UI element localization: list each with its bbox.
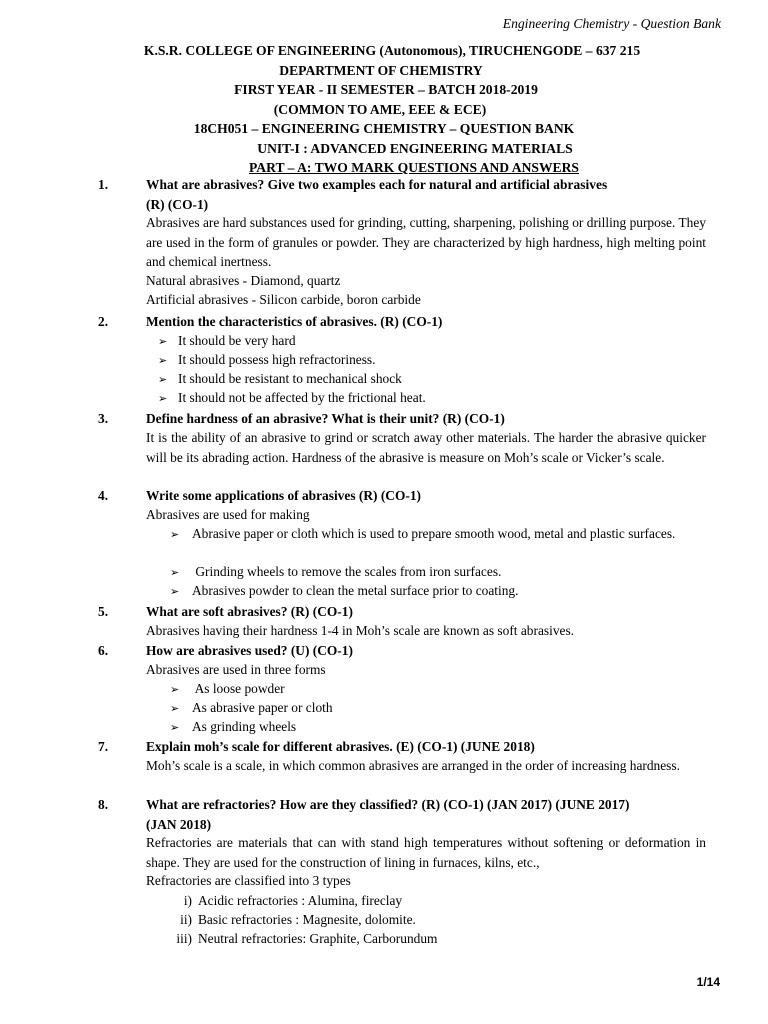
- title-block: [0, 41, 768, 178]
- arrow-bullet-icon: ➢: [170, 702, 180, 715]
- question-text: What are refractories? How are they classified? (R) (CO-1) (JAN 2017) (JUNE 2017) (JAN 2018): [146, 797, 630, 832]
- arrow-bullet-icon: ➢: [170, 721, 180, 734]
- semester-batch: FIRST YEAR - II SEMESTER – BATCH 2018-2019: [234, 82, 538, 97]
- answer-text: Abrasives having their hardness 1-4 in Moh’s scale are known as soft abrasives.: [146, 623, 575, 638]
- answer-intro: Abrasives are used for making: [146, 507, 310, 522]
- arrow-bullet-icon: ➢: [158, 354, 168, 367]
- unit-title: UNIT-I : ADVANCED ENGINEERING MATERIALS: [257, 140, 573, 156]
- list-item: ➢ It should be very hard: [158, 331, 296, 352]
- question-text: What are soft abrasives? (R) (CO-1): [146, 604, 353, 619]
- common-to: (COMMON TO AME, EEE & ECE): [273, 101, 487, 117]
- list-item: ii) Basic refractories : Magnesite, dolomite.: [180, 912, 416, 927]
- college-name: K.S.R. COLLEGE OF ENGINEERING (Autonomous), TIRUCHENGODE – 637 215: [143, 43, 641, 58]
- arrow-bullet-icon: ➢: [170, 566, 180, 579]
- question-number: 6.: [98, 643, 109, 658]
- arrow-bullet-icon: ➢: [158, 392, 168, 405]
- arrow-bullet-icon: ➢: [158, 373, 168, 386]
- answer-text: Moh’s scale is a scale, in which common abrasives are arranged in the order of increasing hardness.: [146, 758, 680, 773]
- question-number: 4.: [98, 488, 109, 503]
- list-item: ➢ Grinding wheels to remove the scales from iron surfaces.: [170, 562, 501, 583]
- list-item: ➢ As loose powder: [170, 679, 285, 700]
- running-header: Engineering Chemistry - Question Bank: [502, 16, 721, 31]
- question-text: Write some applications of abrasives (R) (CO-1): [146, 488, 421, 503]
- question-number: 1.: [98, 177, 109, 192]
- arrow-bullet-icon: ➢: [170, 528, 180, 541]
- question-number: 3.: [98, 411, 109, 426]
- course-title: 18CH051 – ENGINEERING CHEMISTRY – QUESTION BANK: [193, 121, 575, 136]
- arrow-bullet-icon: ➢: [170, 585, 180, 598]
- list-item: ➢ Abrasive paper or cloth which is used to prepare smooth wood, metal and plastic surfaces.: [170, 524, 706, 545]
- question-text: Explain moh’s scale for different abrasives. (E) (CO-1) (JUNE 2018): [146, 739, 535, 754]
- answer-text: It is the ability of an abrasive to grind or scratch away other materials. The harder the abrasive quicker will be its abrading action. Hardness of the abrasive is measure on Moh’s scale or Vicker’s scale.: [146, 430, 706, 465]
- question-number: 8.: [98, 797, 109, 812]
- page-number: 1/14: [696, 975, 720, 989]
- list-item: i) Acidic refractories : Alumina, fireclay: [183, 893, 403, 908]
- question-text: What are abrasives? Give two examples each for natural and artificial abrasives (R) (CO-1): [146, 177, 608, 212]
- arrow-bullet-icon: ➢: [170, 683, 180, 696]
- list-item: iii) Neutral refractories: Graphite, Carborundum: [176, 931, 438, 946]
- list-item: ➢ As grinding wheels: [170, 717, 296, 738]
- question-number: 2.: [98, 314, 109, 329]
- list-item: ➢ Abrasives powder to clean the metal surface prior to coating.: [170, 581, 518, 602]
- answer-text: Refractories are materials that can with stand high temperatures without softening or deformation in shape. They are used for the construction of lining in furnaces, kilns, etc.,: [146, 835, 706, 870]
- question-number: 7.: [98, 739, 109, 754]
- artificial-abrasives: Artificial abrasives - Silicon carbide, boron carbide: [146, 292, 421, 307]
- answer-text: Abrasives are hard substances used for grinding, cutting, sharpening, polishing or drilling purpose. They are used in the form of granules or powder. They are characterized by high hardness, high melting point and chemical inertness.: [146, 215, 706, 269]
- list-item: ➢ It should not be affected by the frictional heat.: [158, 388, 426, 409]
- part-title: PART – A: TWO MARK QUESTIONS AND ANSWERS: [249, 160, 579, 175]
- question-text: Mention the characteristics of abrasives. (R) (CO-1): [146, 314, 443, 329]
- classification-intro: Refractories are classified into 3 types: [146, 873, 351, 888]
- question-text: How are abrasives used? (U) (CO-1): [146, 643, 353, 658]
- arrow-bullet-icon: ➢: [158, 335, 168, 348]
- question-number: 5.: [98, 604, 109, 619]
- list-item: ➢ As abrasive paper or cloth: [170, 698, 333, 719]
- list-item: ➢ It should possess high refractoriness.: [158, 350, 375, 371]
- department-name: DEPARTMENT OF CHEMISTRY: [279, 62, 483, 78]
- answer-intro: Abrasives are used in three forms: [146, 662, 326, 677]
- question-text: Define hardness of an abrasive? What is their unit? (R) (CO-1): [146, 411, 505, 426]
- natural-abrasives: Natural abrasives - Diamond, quartz: [146, 273, 341, 288]
- list-item: ➢ It should be resistant to mechanical shock: [158, 369, 402, 390]
